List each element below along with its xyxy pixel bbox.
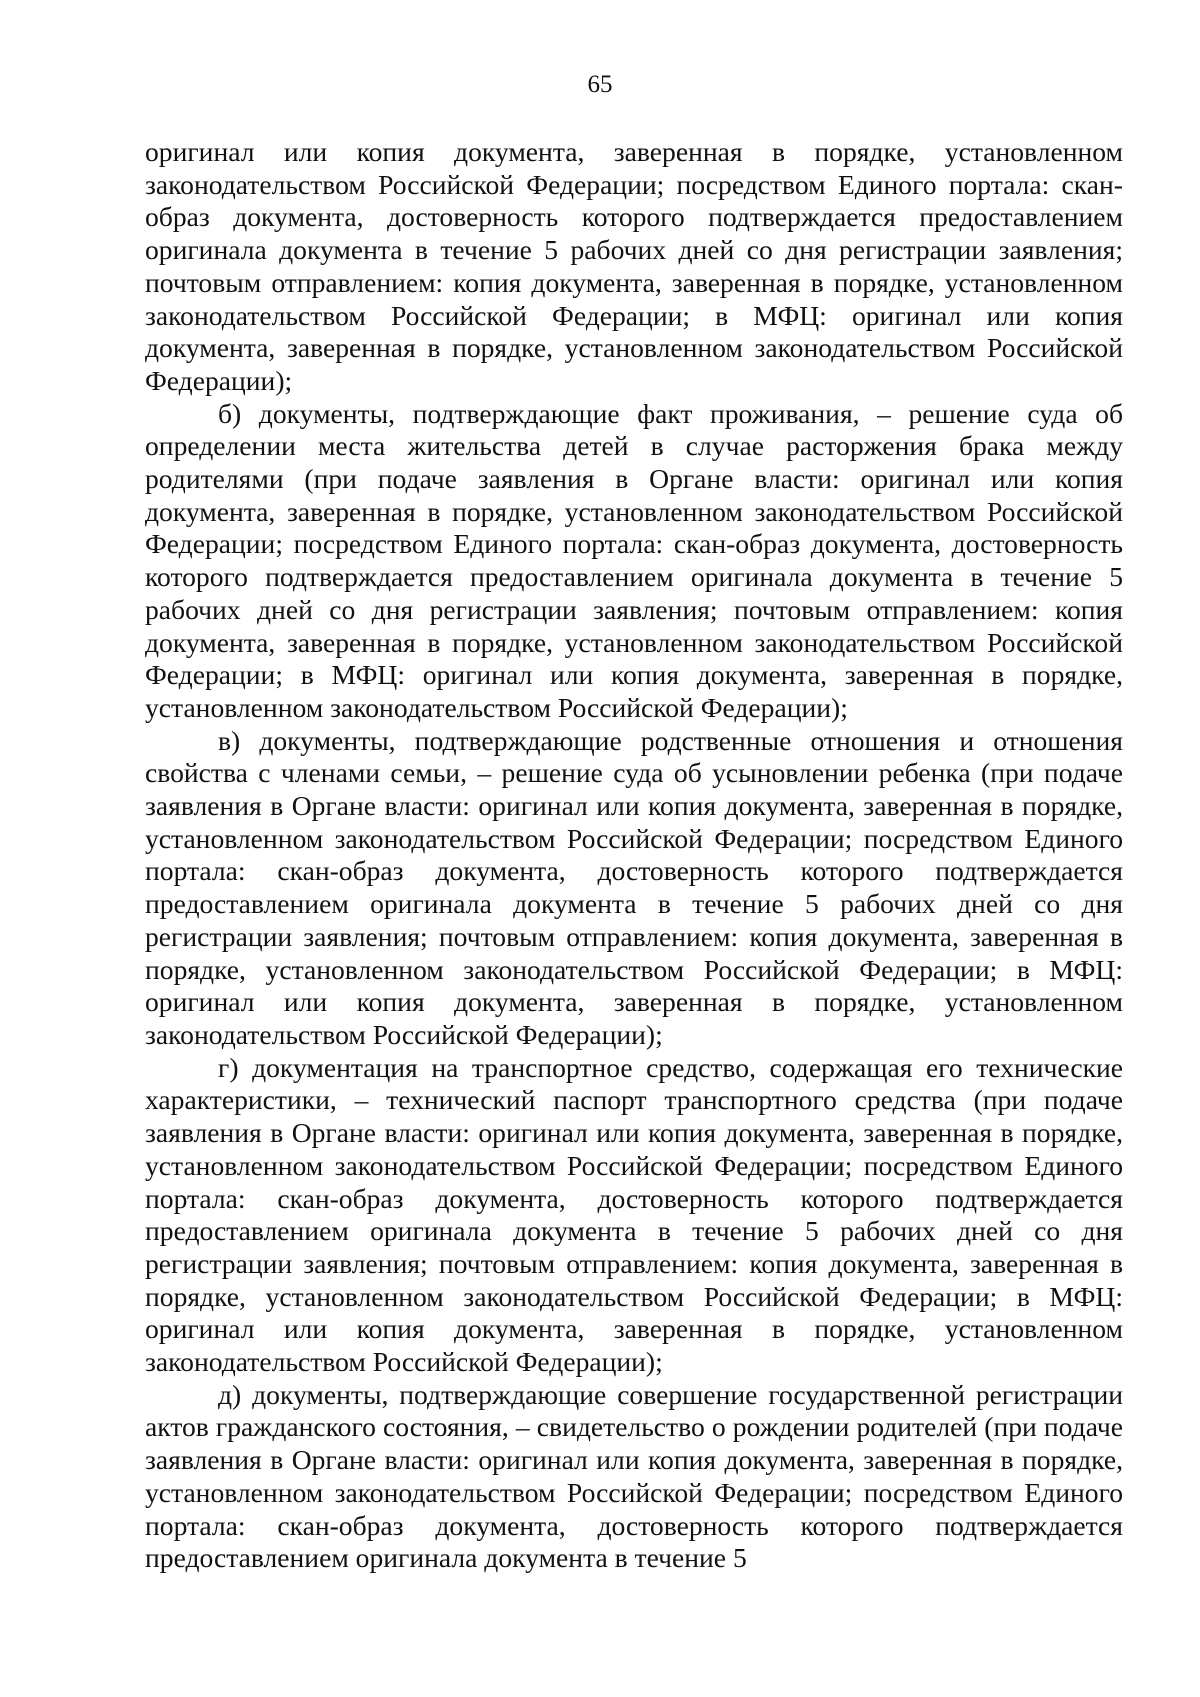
document-body (145, 136, 1123, 1575)
paragraph-item-v: в) документы, подтверждающие родственные отношения и отношения свойства с членами семьи, – решение суда об усыновлении ребенка (при подаче заявления в Органе власти: оригинал или копия документа, заверенная в порядке, установленном законодательством Российской Федерации; посредством Единого портала: скан-образ документа, достоверность которого подтверждается предоставлением оригинала документа в течение 5 рабочих дней со дня регистрации заявления; почтовым отправлением: копия документа, заверенная в порядке, установленном законодательством Российской Федерации; в МФЦ: оригинал или копия документа, заверенная в порядке, установленном законодательством Российской Федерации); (145, 724, 1123, 1050)
paragraph-item-b: б) документы, подтверждающие факт проживания, – решение суда об определении места жительства детей в случае расторжения брака между родителями (при подаче заявления в Органе власти: оригинал или копия документа, заверенная в порядке, установленном законодательством Российской Федерации; посредством Единого портала: скан-образ документа, достоверность которого подтверждается предоставлением оригинала документа в течение 5 рабочих дней со дня регистрации заявления; почтовым отправлением: копия документа, заверенная в порядке, установленном законодательством Российской Федерации; в МФЦ: оригинал или копия документа, заверенная в порядке, установленном законодательством Российской Федерации); (145, 397, 1123, 723)
page-number: 65 (587, 71, 613, 98)
paragraph-continuation: оригинал или копия документа, заверенная в порядке, установленном законодательством Российской Федерации; посредством Единого портала: скан-образ документа, достоверность которого подтверждается предоставлением оригинала документа в течение 5 рабочих дней со дня регистрации заявления; почтовым отправлением: копия документа, заверенная в порядке, установленном законодательством Российской Федерации; в МФЦ: оригинал или копия документа, заверенная в порядке, установленном законодательством Российской Федерации); (145, 136, 1123, 396)
paragraph-item-d: д) документы, подтверждающие совершение государственной регистрации актов гражданского состояния, – свидетельство о рождении родителей (при подаче заявления в Органе власти: оригинал или копия документа, заверенная в порядке, установленном законодательством Российской Федерации; посредством Единого портала: скан-образ документа, достоверность которого подтверждается предоставлением оригинала документа в течение 5 (145, 1378, 1123, 1574)
paragraph-item-g: г) документация на транспортное средство, содержащая его технические характеристики, – технический паспорт транспортного средства (при подаче заявления в Органе власти: оригинал или копия документа, заверенная в порядке, установленном законодательством Российской Федерации; посредством Единого портала: скан-образ документа, достоверность которого подтверждается предоставлением оригинала документа в течение 5 рабочих дней со дня регистрации заявления; почтовым отправлением: копия документа, заверенная в порядке, установленном законодательством Российской Федерации; в МФЦ: оригинал или копия документа, заверенная в порядке, установленном законодательством Российской Федерации); (145, 1051, 1123, 1378)
